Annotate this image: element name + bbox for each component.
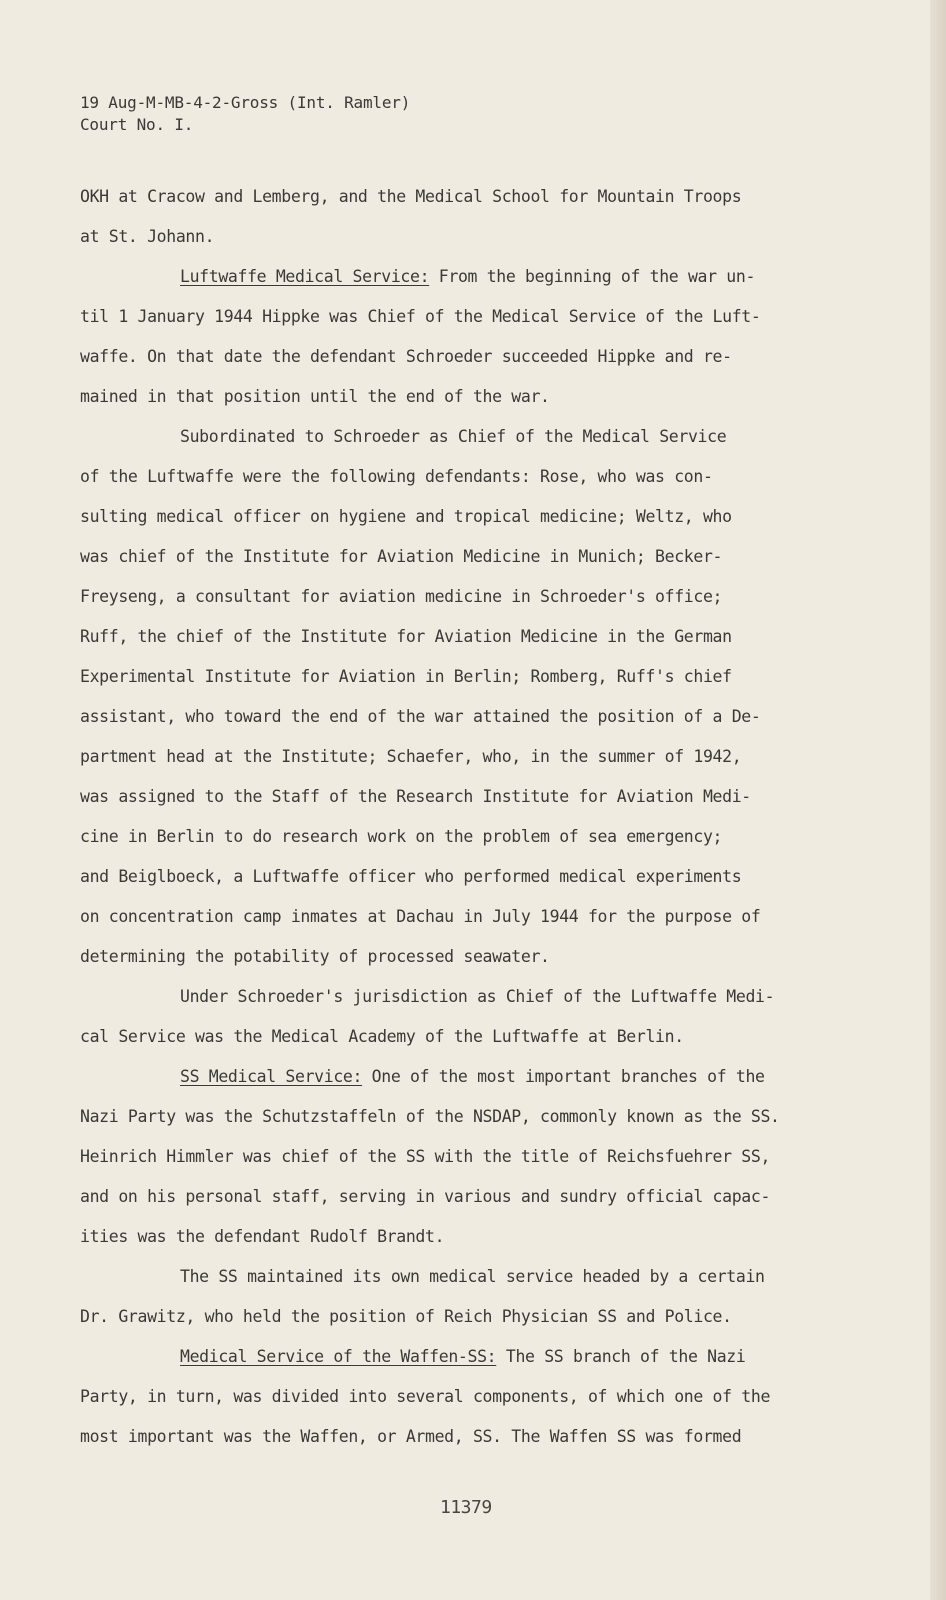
text-line: partment head at the Institute; Schaefer, who, in the summer of 1942, (80, 747, 742, 766)
text-line: sulting medical officer on hygiene and tropical medicine; Weltz, who (80, 507, 732, 526)
section-heading-luftwaffe: Luftwaffe Medical Service: (180, 267, 430, 286)
text-line: assistant, who toward the end of the war attained the position of a De- (80, 707, 761, 726)
text-line: mained in that position until the end of the war. (80, 387, 550, 406)
text-line: Freyseng, a consultant for aviation medicine in Schroeder's office; (80, 587, 723, 606)
text-line: cine in Berlin to do research work on the problem of sea emergency; (80, 827, 723, 846)
text-line: Experimental Institute for Aviation in Berlin; Romberg, Ruff's chief (80, 667, 732, 686)
section-heading-ss-medical: SS Medical Service: (180, 1067, 363, 1086)
text-line-rest: The SS branch of the Nazi (496, 1347, 746, 1366)
section-heading-waffen-ss: Medical Service of the Waffen-SS: (180, 1347, 497, 1366)
text-line: most important was the Waffen, or Armed, SS. The Waffen SS was formed (80, 1427, 742, 1446)
text-line: of the Luftwaffe were the following defendants: Rose, who was con- (80, 467, 713, 486)
text-line: ities was the defendant Rudolf Brandt. (80, 1227, 445, 1246)
text-line: The SS maintained its own medical service headed by a certain (180, 1267, 765, 1286)
text-line: OKH at Cracow and Lemberg, and the Medical School for Mountain Troops (80, 187, 742, 206)
text-line (180, 1065, 765, 1089)
text-line: was chief of the Institute for Aviation Medicine in Munich; Becker- (80, 547, 723, 566)
text-line-rest: From the beginning of the war un- (429, 267, 756, 286)
text-line: waffe. On that date the defendant Schroeder succeeded Hippke and re- (80, 347, 732, 366)
text-line: at St. Johann. (80, 227, 215, 246)
page-number: 11379 (440, 1497, 492, 1518)
text-line: Nazi Party was the Schutzstaffeln of the NSDAP, commonly known as the SS. (80, 1107, 780, 1126)
header-reference: 19 Aug-M-MB-4-2-Gross (Int. Ramler) (80, 93, 411, 112)
text-line: Subordinated to Schroeder as Chief of the Medical Service (180, 427, 727, 446)
text-line-rest: One of the most important branches of the (362, 1067, 765, 1086)
text-line: til 1 January 1944 Hippke was Chief of the Medical Service of the Luft- (80, 307, 761, 326)
text-line: on concentration camp inmates at Dachau in July 1944 for the purpose of (80, 907, 761, 926)
text-line (180, 1345, 745, 1369)
text-line: and Beiglboeck, a Luftwaffe officer who performed medical experiments (80, 867, 742, 886)
text-line: Ruff, the chief of the Institute for Aviation Medicine in the German (80, 627, 732, 646)
page-edge (930, 0, 946, 1600)
text-line: was assigned to the Staff of the Research Institute for Aviation Medi- (80, 787, 751, 806)
header-court: Court No. I. (80, 115, 194, 134)
text-line: cal Service was the Medical Academy of the Luftwaffe at Berlin. (80, 1027, 684, 1046)
text-line: Under Schroeder's jurisdiction as Chief of the Luftwaffe Medi- (180, 987, 775, 1006)
document-header (80, 92, 410, 136)
text-line: Heinrich Himmler was chief of the SS with the title of Reichsfuehrer SS, (80, 1147, 771, 1166)
text-line (180, 265, 755, 289)
text-line: Dr. Grawitz, who held the position of Reich Physician SS and Police. (80, 1307, 732, 1326)
text-line: and on his personal staff, serving in various and sundry official capac- (80, 1187, 771, 1206)
text-line: determining the potability of processed seawater. (80, 947, 550, 966)
text-line: Party, in turn, was divided into several components, of which one of the (80, 1387, 771, 1406)
